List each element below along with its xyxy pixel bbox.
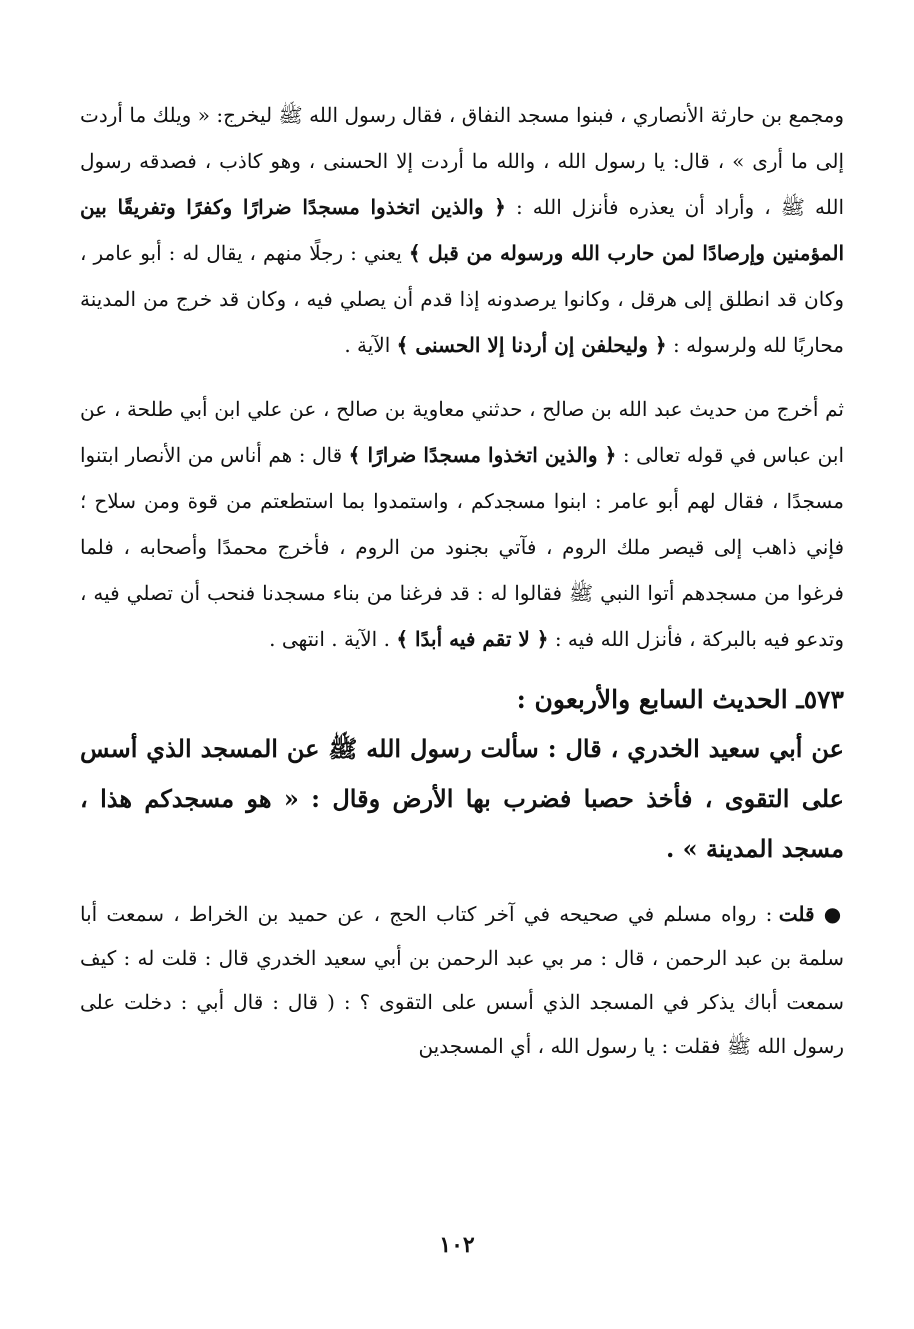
paragraph-1-text-a: ومجمع بن حارثة الأنصاري ، فبنوا مسجد النفاق ، فقال رسول الله ﷺ ليخرج: « ويلك ما أردت إلى ما أرى » ، قال: يا رسول الله ، والله ما أردت إلا الحسنى ، وهو كاذب ، فصدقه رسول الله ﷺ ، وأراد أن يعذره فأنزل الله : <box>80 103 845 219</box>
quran-verse: ﴿ والذين اتخذوا مسجدًا ضرارًا ﴾ <box>348 443 617 467</box>
page-body <box>80 92 844 1068</box>
paragraph-2-text-c: . الآية . انتهى . <box>269 627 397 651</box>
commentary-label: قلت <box>778 902 815 926</box>
hadith-text: عن أبي سعيد الخدري ، قال : سألت رسول الله ﷺ عن المسجد الذي أسس على التقوى ، فأخذ حصبا فضرب بها الأرض وقال : « هو مسجدكم هذا ، مسجد المدينة » . <box>80 734 844 863</box>
hadith-heading: ٥٧٣ـ الحديث السابع والأربعون : <box>516 685 844 714</box>
paragraph-2-text-b: قال : هم أناس من الأنصار ابتنوا مسجدًا ، فقال لهم أبو عامر : ابنوا مسجدكم ، واستمدوا بما استطعتم من قوة ومن سلاح ؛ فإني ذاهب إلى قيصر ملك الروم ، فآتي بجنود من الروم ، فأخرج محمدًا وأصحابه ، فلما فرغوا من مسجدهم أتوا النبي ﷺ فقالوا له : قد فرغنا من بناء مسجدنا فنحب أن تصلي فيه ، وتدعو فيه بالبركة ، فأنزل الله فيه : <box>80 443 844 651</box>
paragraph-2-text-a: ثم أخرج من حديث عبد الله بن صالح ، حدثني معاوية بن صالح ، عن علي ابن أبي طلحة ، عن ابن عباس في قوله تعالى : <box>80 397 844 467</box>
paragraph-1-text-b: يعني : رجلًا منهم ، يقال له : أبو عامر ، وكان قد انطلق إلى هرقل ، وكانوا يرصدونه إذا قدم أن يصلي فيه ، وكان قد خرج من المدينة محاربًا لله ولرسوله : <box>80 241 844 357</box>
page-number: ١٠٢ <box>439 1232 475 1258</box>
commentary-paragraph <box>80 892 844 1068</box>
quran-verse: ﴿ لا تقم فيه أبدًا ﴾ <box>396 627 549 651</box>
paragraph-2 <box>80 386 844 662</box>
paragraph-1-text-c: الآية . <box>344 333 397 357</box>
commentary-text: : رواه مسلم في صحيحه في آخر كتاب الحج ، عن حميد بن الخراط ، سمعت أبا سلمة بن عبد الرحمن ، قال : مر بي عبد الرحمن بن أبي سعيد الخدري قال : قلت له : كيف سمعت أباك يذكر في المسجد الذي أسس على التقوى ؟ : ( قال : قال أبي : دخلت على رسول الله ﷺ فقلت : يا رسول الله ، أي المسجدين <box>80 902 844 1058</box>
paragraph-1 <box>80 92 844 368</box>
quran-verse: ﴿ والذين اتخذوا مسجدًا ضرارًا وكفرًا وتفريقًا بين المؤمنين وإرصادًا لمن حارب الله ورسوله من قبل ﴾ <box>80 195 844 265</box>
bullet-icon: ● <box>823 902 845 926</box>
quran-verse: ﴿ وليحلفن إن أردنا إلا الحسنى ﴾ <box>396 333 667 357</box>
